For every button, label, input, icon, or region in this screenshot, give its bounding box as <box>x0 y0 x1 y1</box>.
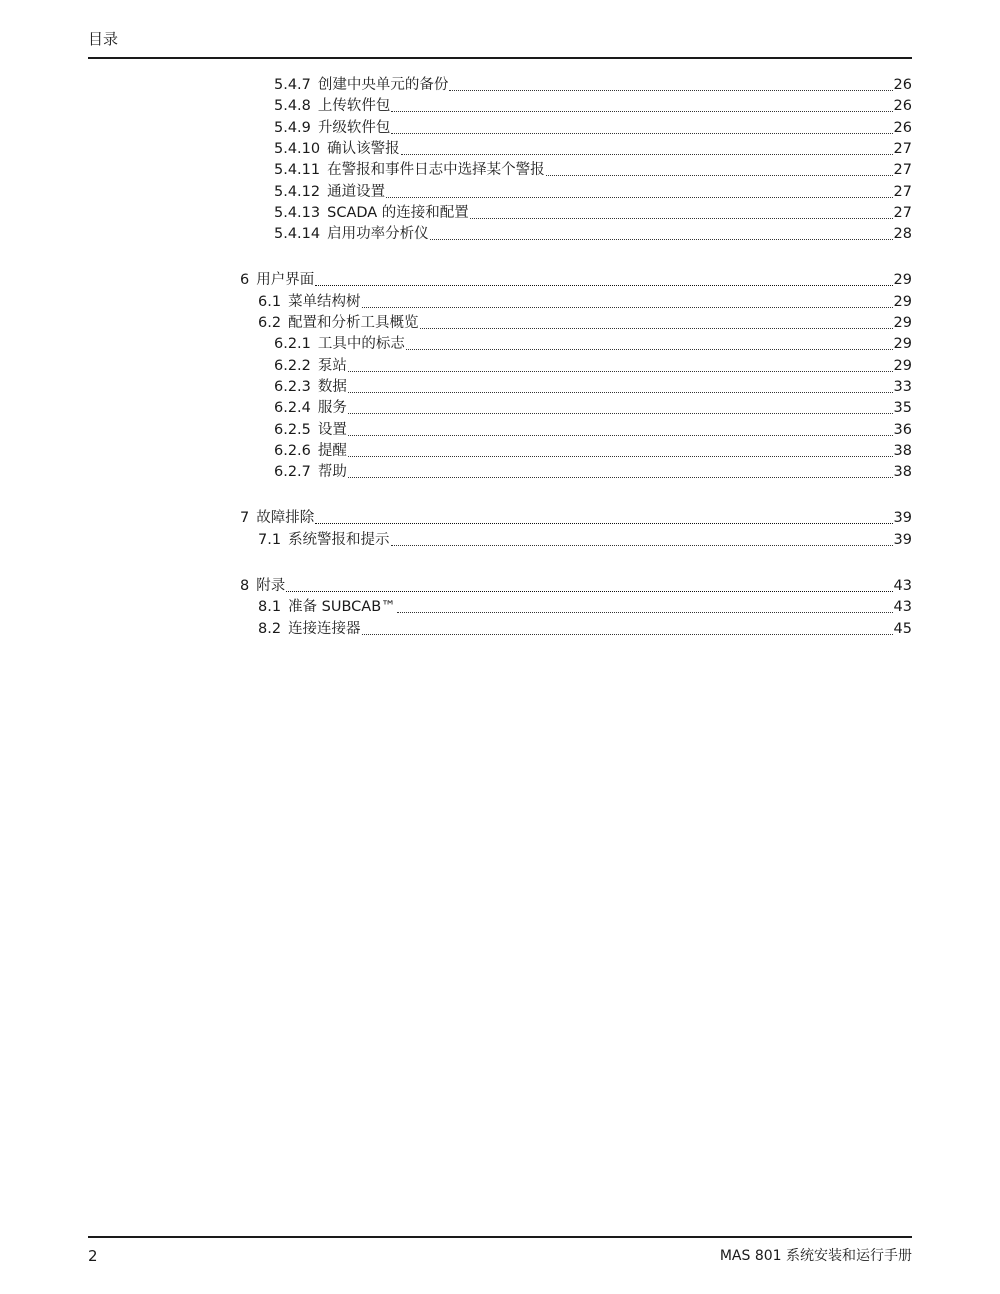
toc-entry[interactable] <box>258 313 912 334</box>
toc-entry-page: 35 <box>893 400 912 417</box>
toc-entry-page: 29 <box>893 272 912 289</box>
toc-entry-number: 6.2.7 <box>274 464 311 481</box>
toc-entry[interactable] <box>274 118 912 139</box>
toc-entry[interactable] <box>274 160 912 181</box>
toc-entry-title: 用户界面 <box>256 272 315 289</box>
toc-entry-title: 服务 <box>317 400 347 417</box>
toc-entry-title: 启用功率分析仪 <box>327 226 429 243</box>
toc-entry-page: 27 <box>893 204 912 221</box>
toc-entry-number: 6.2.2 <box>274 357 311 374</box>
toc-entry[interactable] <box>240 270 912 291</box>
toc-entry[interactable] <box>274 182 912 203</box>
toc-entry-title: 连接连接器 <box>288 620 361 637</box>
toc-entry-page: 33 <box>893 378 912 395</box>
toc-entry-title: 准备 SUBCAB™ <box>288 599 396 616</box>
toc-entry-page: 43 <box>893 599 912 616</box>
toc-entry-number: 5.4.10 <box>274 140 321 157</box>
toc-entry[interactable] <box>258 530 912 551</box>
toc-entry-number: 6.2.3 <box>274 378 311 395</box>
toc-entry-number: 6.1 <box>258 293 282 310</box>
toc-entry-title: 附录 <box>256 578 286 594</box>
toc-entry-number: 8.1 <box>258 599 282 616</box>
toc-entry-page: 39 <box>893 510 912 527</box>
toc-entry-title: 工具中的标志 <box>317 336 405 353</box>
toc-entry[interactable] <box>258 619 912 640</box>
toc-entry-page: 38 <box>893 442 912 459</box>
toc-dot-leader <box>391 131 892 134</box>
toc-dot-leader <box>315 283 892 286</box>
toc-entry-page: 29 <box>893 357 912 374</box>
toc-entry-title: 菜单结构树 <box>288 293 361 310</box>
toc-entry-number: 5.4.8 <box>274 98 311 115</box>
toc-entry-page: 28 <box>893 226 912 243</box>
toc-entry-number: 5.4.11 <box>274 162 321 179</box>
toc-dot-leader <box>401 152 893 155</box>
toc-dot-leader <box>391 109 892 112</box>
toc-entry-page: 26 <box>893 98 912 115</box>
toc-entry-title: 泵站 <box>317 357 347 374</box>
header-title: 目录 <box>88 30 119 48</box>
footer-page-number: 2 <box>88 1247 98 1265</box>
toc-entry-page: 29 <box>893 293 912 310</box>
toc-entry-number: 5.4.9 <box>274 119 311 136</box>
toc-dot-leader <box>406 347 893 350</box>
toc-entry[interactable] <box>274 203 912 224</box>
toc-entry-title: 升级软件包 <box>317 119 391 136</box>
toc-dot-leader <box>348 475 893 478</box>
toc-entry-title: 创建中央单元的备份 <box>317 77 449 93</box>
toc-entry-number: 6.2.6 <box>274 442 311 459</box>
toc-dot-leader <box>430 237 893 240</box>
toc-entry-page: 45 <box>893 620 912 637</box>
footer-document-title: MAS 801 系统安装和运行手册 <box>719 1248 912 1264</box>
toc-dot-leader <box>348 433 893 436</box>
toc-entry[interactable] <box>240 508 912 529</box>
toc-entry-title: 数据 <box>317 378 347 395</box>
toc-entry[interactable] <box>274 462 912 483</box>
toc-entry-number: 5.4.7 <box>274 77 311 93</box>
toc-entry-number: 8.2 <box>258 620 282 637</box>
toc-dot-leader <box>546 173 893 176</box>
toc-entry-number: 7 <box>240 510 250 527</box>
toc-entry[interactable] <box>274 420 912 441</box>
toc-entry-title: 系统警报和提示 <box>288 531 390 548</box>
toc-entry-title: 在警报和事件日志中选择某个警报 <box>327 162 545 179</box>
toc-entry-page: 26 <box>893 77 912 93</box>
toc-entry[interactable] <box>274 96 912 117</box>
toc-entry[interactable] <box>258 597 912 618</box>
toc-entry-number: 5.4.14 <box>274 226 321 243</box>
toc-entry[interactable] <box>274 75 912 96</box>
toc-entry-number: 6.2.1 <box>274 336 311 353</box>
toc-entry-number: 6.2.5 <box>274 421 311 438</box>
toc-entry[interactable] <box>274 334 912 355</box>
toc-entry-title: 配置和分析工具概览 <box>288 315 419 331</box>
toc-dot-leader <box>348 411 893 414</box>
toc-entry[interactable] <box>274 398 912 419</box>
toc-entry-number: 7.1 <box>258 531 282 548</box>
toc-dot-leader <box>391 543 893 546</box>
toc-entry[interactable] <box>274 377 912 398</box>
toc-entry-page: 29 <box>893 336 912 353</box>
toc-entry-page: 27 <box>893 183 912 200</box>
toc-entry-title: 故障排除 <box>256 510 315 527</box>
toc-entry-title: 提醒 <box>317 442 347 459</box>
toc-entry-page: 26 <box>893 119 912 136</box>
toc-entry-number: 6.2 <box>258 315 282 331</box>
toc-entry-title: 上传软件包 <box>317 98 391 115</box>
toc-dot-leader <box>386 195 892 198</box>
toc-entry-page: 38 <box>893 464 912 481</box>
toc-entry-number: 6 <box>240 272 250 289</box>
toc-dot-leader <box>286 589 892 592</box>
toc-entry-number: 5.4.12 <box>274 183 321 200</box>
toc-entry[interactable] <box>258 292 912 313</box>
toc-entry-page: 43 <box>893 578 912 594</box>
toc-entry-title: 确认该警报 <box>327 140 400 157</box>
toc-entry-title: 设置 <box>317 421 347 438</box>
toc-dot-leader <box>420 326 893 329</box>
toc-dot-leader <box>397 610 893 613</box>
toc-entry[interactable] <box>274 356 912 377</box>
toc-entry-title: 通道设置 <box>327 183 386 200</box>
toc-dot-leader <box>362 632 893 635</box>
toc-entry-number: 5.4.13 <box>274 204 321 221</box>
toc-dot-leader <box>449 88 892 91</box>
toc-dot-leader <box>348 390 893 393</box>
toc-entry-title: SCADA 的连接和配置 <box>327 204 469 221</box>
toc-entry-page: 39 <box>893 531 912 548</box>
toc-dot-leader <box>362 305 893 308</box>
toc-entry[interactable] <box>274 224 912 245</box>
toc-dot-leader <box>348 369 893 372</box>
toc-dot-leader <box>470 216 893 219</box>
toc-entry-page: 36 <box>893 421 912 438</box>
toc-entry[interactable] <box>274 139 912 160</box>
toc-entry-title: 帮助 <box>317 464 347 481</box>
toc-entry-page: 27 <box>893 162 912 179</box>
toc-entry-page: 29 <box>893 315 912 331</box>
toc-dot-leader <box>315 521 892 524</box>
toc-entry-number: 6.2.4 <box>274 400 311 417</box>
toc-entry-page: 27 <box>893 140 912 157</box>
toc-entry-number: 8 <box>240 578 250 594</box>
toc-entry[interactable] <box>240 576 912 597</box>
toc-entry[interactable] <box>274 441 912 462</box>
toc-dot-leader <box>348 454 893 457</box>
footer-rule <box>88 1236 912 1238</box>
